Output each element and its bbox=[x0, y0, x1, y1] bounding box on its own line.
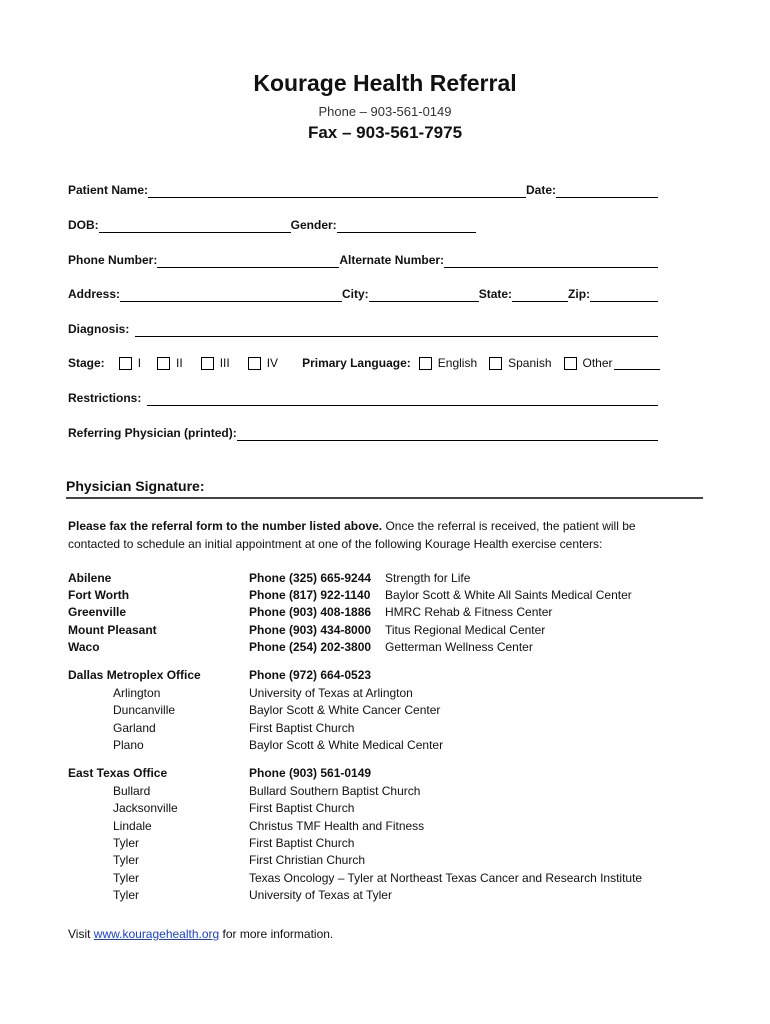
row-referring-physician bbox=[68, 423, 658, 441]
location-name: Texas Oncology – Tyler at Northeast Texas Cancer and Research Institute bbox=[249, 871, 643, 885]
zip-label: Zip: bbox=[568, 287, 591, 301]
center-phone: Phone (903) 408-1886 bbox=[249, 605, 372, 619]
row-patient-name bbox=[68, 180, 658, 198]
phone-number-label: Phone Number: bbox=[68, 253, 158, 267]
center-name: HMRC Rehab & Fitness Center bbox=[385, 605, 553, 619]
stage-option-label: III bbox=[219, 356, 230, 370]
footer-visit bbox=[68, 927, 333, 941]
patient-name-label: Patient Name: bbox=[68, 183, 149, 197]
page-title: Kourage Health Referral bbox=[253, 70, 517, 96]
office-name: East Texas Office bbox=[68, 766, 168, 780]
restrictions-label: Restrictions: bbox=[68, 391, 142, 405]
visit-suffix: for more information. bbox=[219, 927, 334, 941]
referring-physician-label: Referring Physician (printed): bbox=[68, 426, 237, 440]
city-field[interactable] bbox=[369, 287, 479, 302]
language-option-spanish[interactable] bbox=[489, 356, 551, 370]
patient-name-field[interactable] bbox=[148, 183, 526, 198]
language-option-label: Spanish bbox=[508, 356, 552, 370]
checkbox-icon[interactable] bbox=[201, 357, 214, 370]
location-name: Bullard Southern Baptist Church bbox=[249, 784, 421, 798]
diagnosis-field[interactable] bbox=[135, 322, 658, 337]
location-city: Arlington bbox=[113, 686, 161, 700]
checkbox-icon[interactable] bbox=[564, 357, 577, 370]
checkbox-icon[interactable] bbox=[119, 357, 132, 370]
website-link[interactable]: www.kouragehealth.org bbox=[93, 927, 220, 941]
instructions-paragraph bbox=[68, 517, 668, 553]
row-restrictions bbox=[68, 388, 658, 406]
section-divider bbox=[66, 497, 703, 499]
location-name: Christus TMF Health and Fitness bbox=[249, 819, 425, 833]
referring-physician-field[interactable] bbox=[237, 426, 658, 441]
alternate-number-label: Alternate Number: bbox=[339, 253, 445, 267]
location-name: First Baptist Church bbox=[249, 836, 355, 850]
phone-number-field[interactable] bbox=[157, 253, 339, 268]
gender-label: Gender: bbox=[290, 218, 337, 232]
location-city: Duncanville bbox=[113, 703, 176, 717]
location-city: Tyler bbox=[113, 853, 140, 867]
stage-option-label: II bbox=[176, 356, 183, 370]
header-phone: Phone – 903-561-0149 bbox=[318, 104, 452, 119]
physician-signature-title: Physician Signature: bbox=[66, 478, 205, 494]
location-city: Tyler bbox=[113, 871, 140, 885]
language-option-label: Other bbox=[582, 356, 613, 370]
city-label: City: bbox=[342, 287, 369, 301]
location-city: Tyler bbox=[113, 888, 140, 902]
dob-label: DOB: bbox=[68, 218, 99, 232]
location-city: Jacksonville bbox=[113, 801, 178, 815]
row-address bbox=[68, 284, 658, 302]
office-phone: Phone (903) 561-0149 bbox=[249, 766, 372, 780]
center-phone: Phone (254) 202-3800 bbox=[249, 640, 372, 654]
location-name: Baylor Scott & White Cancer Center bbox=[249, 703, 441, 717]
center-name: Getterman Wellness Center bbox=[385, 640, 533, 654]
stage-option-iv[interactable] bbox=[248, 356, 278, 370]
location-name: Baylor Scott & White Medical Center bbox=[249, 738, 444, 752]
restrictions-field[interactable] bbox=[147, 391, 658, 406]
gender-field[interactable] bbox=[337, 218, 476, 233]
center-phone: Phone (325) 665-9244 bbox=[249, 571, 372, 585]
language-option-other[interactable] bbox=[564, 356, 660, 370]
dob-field[interactable] bbox=[99, 218, 291, 233]
visit-prefix: Visit bbox=[68, 927, 94, 941]
center-name: Baylor Scott & White All Saints Medical Center bbox=[385, 588, 632, 602]
checkbox-icon[interactable] bbox=[157, 357, 170, 370]
instructions-text: Once the referral is received, the patient will be contacted to schedule an initial appointment at one of the following Kourage Health exercise centers: bbox=[68, 519, 636, 551]
center-city: Waco bbox=[68, 640, 100, 654]
stage-label: Stage: bbox=[68, 355, 105, 370]
location-city: Tyler bbox=[113, 836, 140, 850]
checkbox-icon[interactable] bbox=[248, 357, 261, 370]
language-option-label: English bbox=[437, 356, 478, 370]
state-field[interactable] bbox=[512, 287, 568, 302]
location-name: First Baptist Church bbox=[249, 721, 355, 735]
location-name: First Christian Church bbox=[249, 853, 366, 867]
address-label: Address: bbox=[68, 287, 121, 301]
office-phone: Phone (972) 664-0523 bbox=[249, 668, 372, 682]
date-label: Date: bbox=[525, 183, 556, 197]
center-phone: Phone (817) 922-1140 bbox=[249, 588, 371, 602]
language-option-english[interactable] bbox=[419, 356, 477, 370]
header-fax: Fax – 903-561-7975 bbox=[307, 123, 463, 142]
location-city: Garland bbox=[113, 721, 156, 735]
row-diagnosis bbox=[68, 319, 658, 337]
checkbox-icon[interactable] bbox=[419, 357, 432, 370]
location-name: First Baptist Church bbox=[249, 801, 355, 815]
date-field[interactable] bbox=[556, 183, 658, 198]
center-city: Mount Pleasant bbox=[68, 623, 157, 637]
stage-option-ii[interactable] bbox=[157, 356, 183, 370]
stage-option-label: IV bbox=[266, 356, 279, 370]
center-city: Fort Worth bbox=[68, 588, 130, 602]
other-language-field[interactable] bbox=[614, 357, 660, 370]
center-name: Titus Regional Medical Center bbox=[385, 623, 546, 637]
center-city: Greenville bbox=[68, 605, 127, 619]
row-stage-language bbox=[68, 353, 668, 373]
diagnosis-label: Diagnosis: bbox=[68, 322, 130, 336]
alternate-number-field[interactable] bbox=[444, 253, 658, 268]
location-city: Lindale bbox=[113, 819, 152, 833]
office-name: Dallas Metroplex Office bbox=[68, 668, 201, 682]
primary-language-label: Primary Language: bbox=[302, 355, 411, 370]
location-city: Bullard bbox=[113, 784, 151, 798]
location-name: University of Texas at Arlington bbox=[249, 686, 413, 700]
checkbox-icon[interactable] bbox=[489, 357, 502, 370]
stage-option-i[interactable] bbox=[119, 356, 141, 370]
center-phone: Phone (903) 434-8000 bbox=[249, 623, 372, 637]
row-dob bbox=[68, 215, 476, 233]
center-city: Abilene bbox=[68, 571, 112, 585]
row-phone bbox=[68, 250, 658, 268]
zip-field[interactable] bbox=[590, 287, 658, 302]
state-label: State: bbox=[478, 287, 513, 301]
center-name: Strength for Life bbox=[385, 571, 471, 585]
location-city: Plano bbox=[113, 738, 144, 752]
stage-option-label: I bbox=[137, 356, 142, 370]
location-name: University of Texas at Tyler bbox=[249, 888, 392, 902]
stage-option-iii[interactable] bbox=[201, 356, 230, 370]
address-field[interactable] bbox=[120, 287, 342, 302]
instructions-bold: Please fax the referral form to the number listed above. bbox=[68, 519, 383, 533]
